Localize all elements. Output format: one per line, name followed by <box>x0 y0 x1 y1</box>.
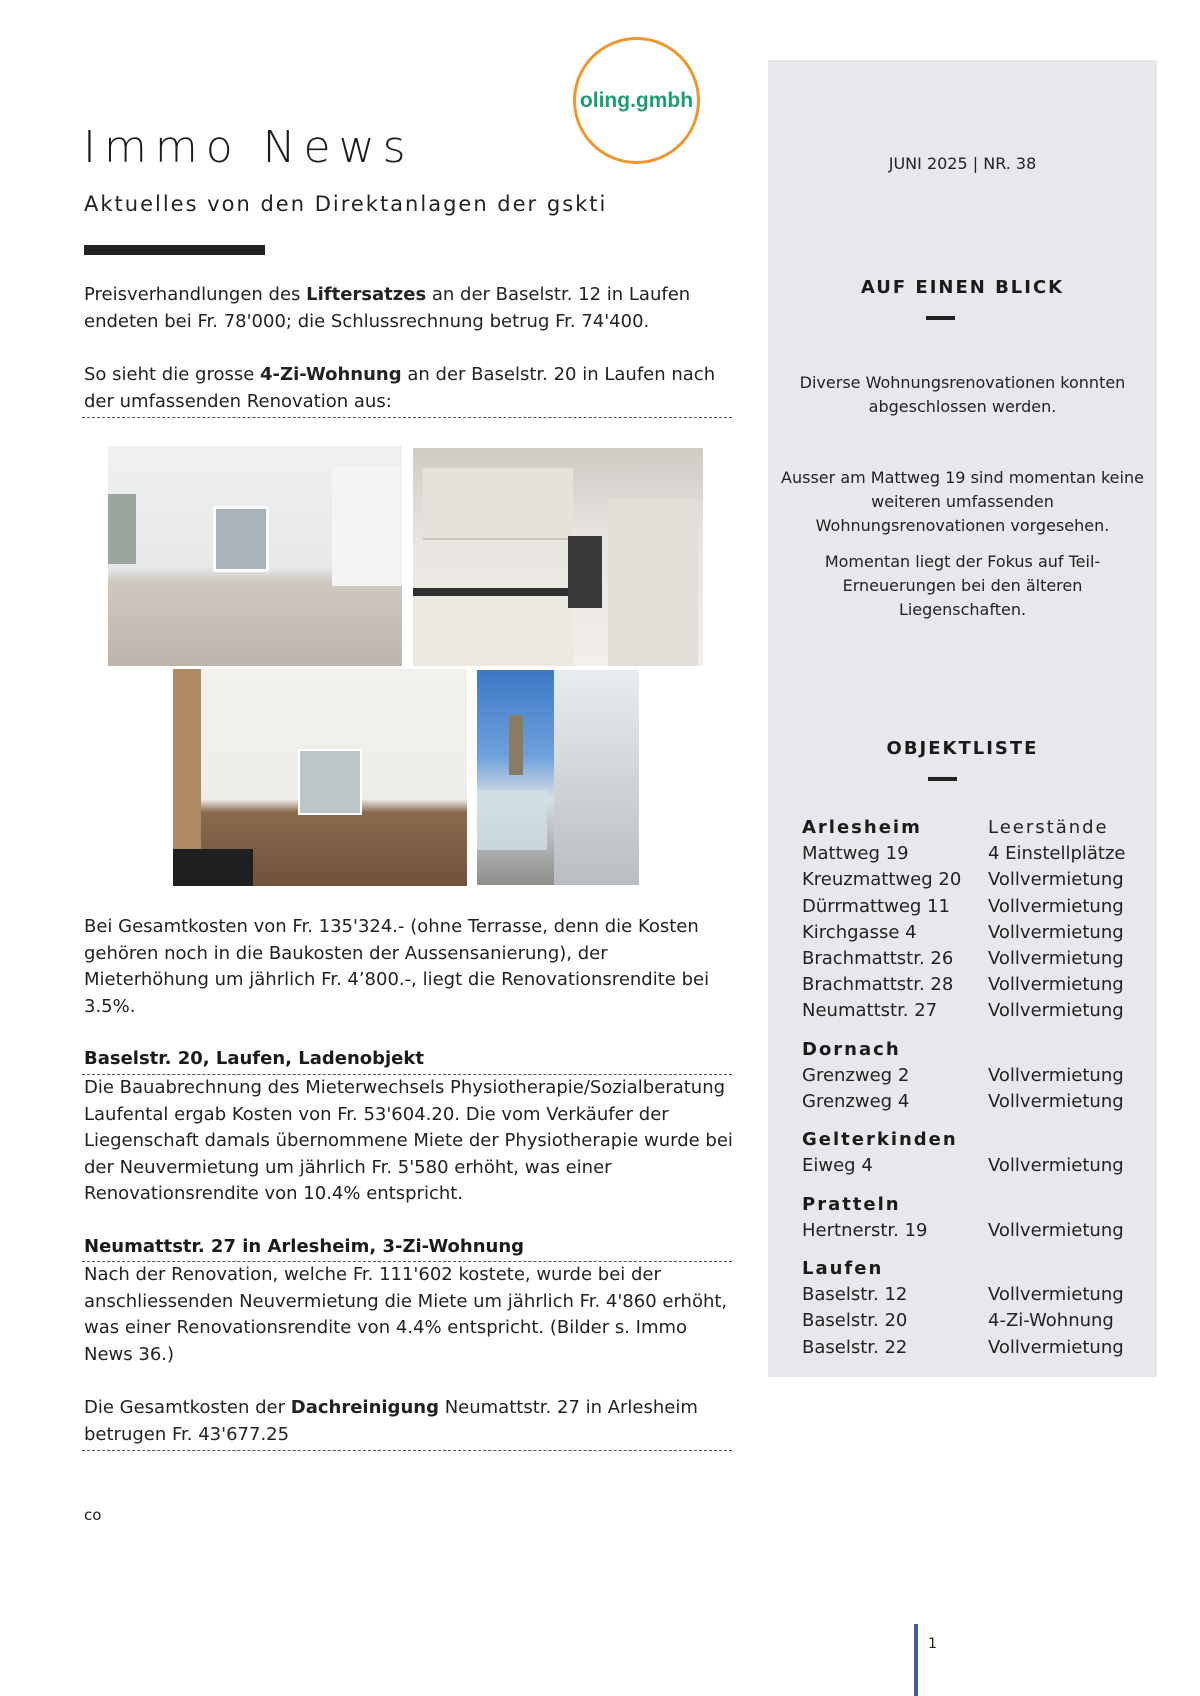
object-address: Brachmattstr. 28 <box>802 974 954 996</box>
object-status: Vollvermietung <box>988 1219 1124 1241</box>
object-address: Grenzweg 2 <box>802 1064 910 1086</box>
object-address: Baselstr. 22 <box>802 1336 908 1358</box>
object-address: Neumattstr. 27 <box>802 1000 938 1022</box>
photo-living-room <box>108 446 402 666</box>
region-heading: Laufen <box>802 1258 884 1279</box>
text-run: So sieht die grosse <box>84 364 261 385</box>
text-run: Die Gesamtkosten der <box>84 1397 291 1418</box>
object-status: Vollvermietung <box>988 921 1124 943</box>
page-number-bar <box>914 1624 918 1696</box>
heading-ladenobjekt: Baselstr. 20, Laufen, Ladenobjekt <box>84 1048 424 1069</box>
emphasis-4zi: 4-Zi-Wohnung <box>260 364 402 385</box>
door-shape <box>298 749 362 815</box>
object-address: Mattweg 19 <box>802 843 909 865</box>
object-status: Vollvermietung <box>988 1336 1124 1358</box>
object-status: Vollvermietung <box>988 895 1124 917</box>
photo-room-balcony-door <box>173 669 467 886</box>
glass-railing-shape <box>477 790 547 850</box>
heading-neumattstr: Neumattstr. 27 in Arlesheim, 3-Zi-Wohnung <box>84 1236 525 1257</box>
wall-shape <box>332 466 402 586</box>
cabinet-shape <box>423 468 573 540</box>
tall-cabinet-shape <box>608 498 698 666</box>
window-shape <box>108 494 136 564</box>
paragraph-neumattstr: Nach der Renovation, welche Fr. 111'602 kostete, wurde bei der anschliessenden Neuvermietung die Miete um jährlich Fr. 4'860 erhöht, was einer Renovationsrendite von 4.4% entspricht. (Bilder s. Immo News 36.) <box>84 1264 728 1365</box>
object-address: Kirchgasse 4 <box>802 921 917 943</box>
author-initials: co <box>84 1506 102 1524</box>
church-tower-shape <box>509 715 523 775</box>
region-heading: Gelterkinden <box>802 1129 958 1151</box>
sidebar-heading-auf-einen-blick: AUF EINEN BLICK <box>860 277 1065 298</box>
lower-cabinet-shape <box>413 596 573 666</box>
sidebar-text-mattweg: Ausser am Mattweg 19 sind momentan keine weiteren umfassenden Wohnungsrenovationen vorgesehen. <box>781 468 1144 535</box>
page-number: 1 <box>928 1636 937 1652</box>
issue-label: JUNI 2025 | NR. 38 <box>888 154 1037 173</box>
newsletter-title: Immo News <box>83 122 414 173</box>
object-status: Vollvermietung <box>988 974 1124 996</box>
emphasis-liftersatz: Liftersatzes <box>306 284 427 305</box>
text-run: Preisverhandlungen des <box>84 284 307 305</box>
text-run: an der Baselstr. 20 in Laufen nach der umfassenden Renovation aus: <box>84 364 716 412</box>
object-status: Vollvermietung <box>988 1284 1124 1306</box>
region-heading: Dornach <box>802 1038 901 1060</box>
logo-text: oling.gmbh <box>579 88 694 112</box>
section-divider <box>82 417 732 418</box>
counter-shape <box>413 588 573 596</box>
region-heading: Pratteln <box>802 1193 901 1215</box>
emphasis-dachreinigung: Dachreinigung <box>290 1397 439 1418</box>
title-underline <box>84 245 265 255</box>
photo-terrace <box>477 670 639 885</box>
counter-shape <box>173 849 253 886</box>
sidebar-text-renovationen: Diverse Wohnungsrenovationen konnten abgeschlossen werden. <box>799 373 1126 416</box>
object-address: Brachmattstr. 26 <box>802 948 954 969</box>
object-address: Grenzweg 4 <box>802 1091 910 1112</box>
photo-kitchen <box>413 448 703 666</box>
object-address: Hertnerstr. 19 <box>802 1219 928 1241</box>
company-logo <box>573 37 700 164</box>
object-address: Eiweg 4 <box>802 1155 873 1177</box>
building-wall-shape <box>554 670 639 885</box>
object-status: Vollvermietung <box>988 948 1124 969</box>
paragraph-4zi-intro <box>84 362 734 415</box>
object-status: 4 Einstellplätze <box>988 843 1126 865</box>
text-run: an der Baselstr. 12 in Laufen endeten bei Fr. 78'000; die Schlussrechnung betrug Fr. 74'400. <box>84 284 691 332</box>
window-shape <box>213 506 269 572</box>
object-address: Dürrmattweg 11 <box>802 895 950 917</box>
paragraph-ladenobjekt: Die Bauabrechnung des Mieterwechsels Physiotherapie/Sozialberatung Laufental ergab Kosten von Fr. 53'604.20. Die vom Verkäufer der Liegenschaft damals übernommene Miete der Physiotherapie wurde bei der Neuvermietung um jährlich Fr. 5'580 erhöht, was einer Renovationsrendite von 10.4% entspricht. <box>84 1077 733 1204</box>
object-status: Vollvermietung <box>988 869 1124 891</box>
paragraph-liftersatz <box>84 282 734 335</box>
object-address: Baselstr. 20 <box>802 1310 908 1332</box>
paragraph-renovationsrendite: Bei Gesamtkosten von Fr. 135'324.- (ohne Terrasse, denn die Kosten gehören noch in die Baukosten der Aussensanierung), der Mieterhöhung um jährlich Fr. 4’800.-, liegt die Renovationsrendite bei 3.5%. <box>84 916 710 1017</box>
section-divider <box>82 1450 732 1451</box>
object-status: Vollvermietung <box>988 1155 1124 1177</box>
object-address: Kreuzmattweg 20 <box>802 869 962 891</box>
object-status: 4-Zi-Wohnung <box>988 1310 1114 1332</box>
object-address: Baselstr. 12 <box>802 1284 908 1306</box>
newsletter-subtitle: Aktuelles von den Direktanlagen der gskti <box>84 192 608 216</box>
sidebar-text-fokus: Momentan liegt der Fokus auf Teil-Erneuerungen bei den älteren Liegenschaften. <box>824 552 1101 619</box>
sidebar-panel <box>768 60 1157 1377</box>
region-heading: Arlesheim <box>802 817 922 838</box>
heading-underline <box>926 316 955 320</box>
heading-underline <box>928 777 957 781</box>
object-status: Vollvermietung <box>988 1064 1124 1086</box>
paragraph-dachreinigung <box>84 1395 734 1448</box>
object-status: Vollvermietung <box>988 1091 1124 1112</box>
sidebar-heading-objektliste: OBJEKTLISTE <box>886 738 1039 759</box>
object-status: Vollvermietung <box>988 1000 1124 1022</box>
text-run: Neumattstr. 27 in Arlesheim betrugen Fr. 43'677.25 <box>84 1397 698 1445</box>
oven-shape <box>568 536 602 608</box>
status-column-header: Leerstände <box>988 817 1109 838</box>
